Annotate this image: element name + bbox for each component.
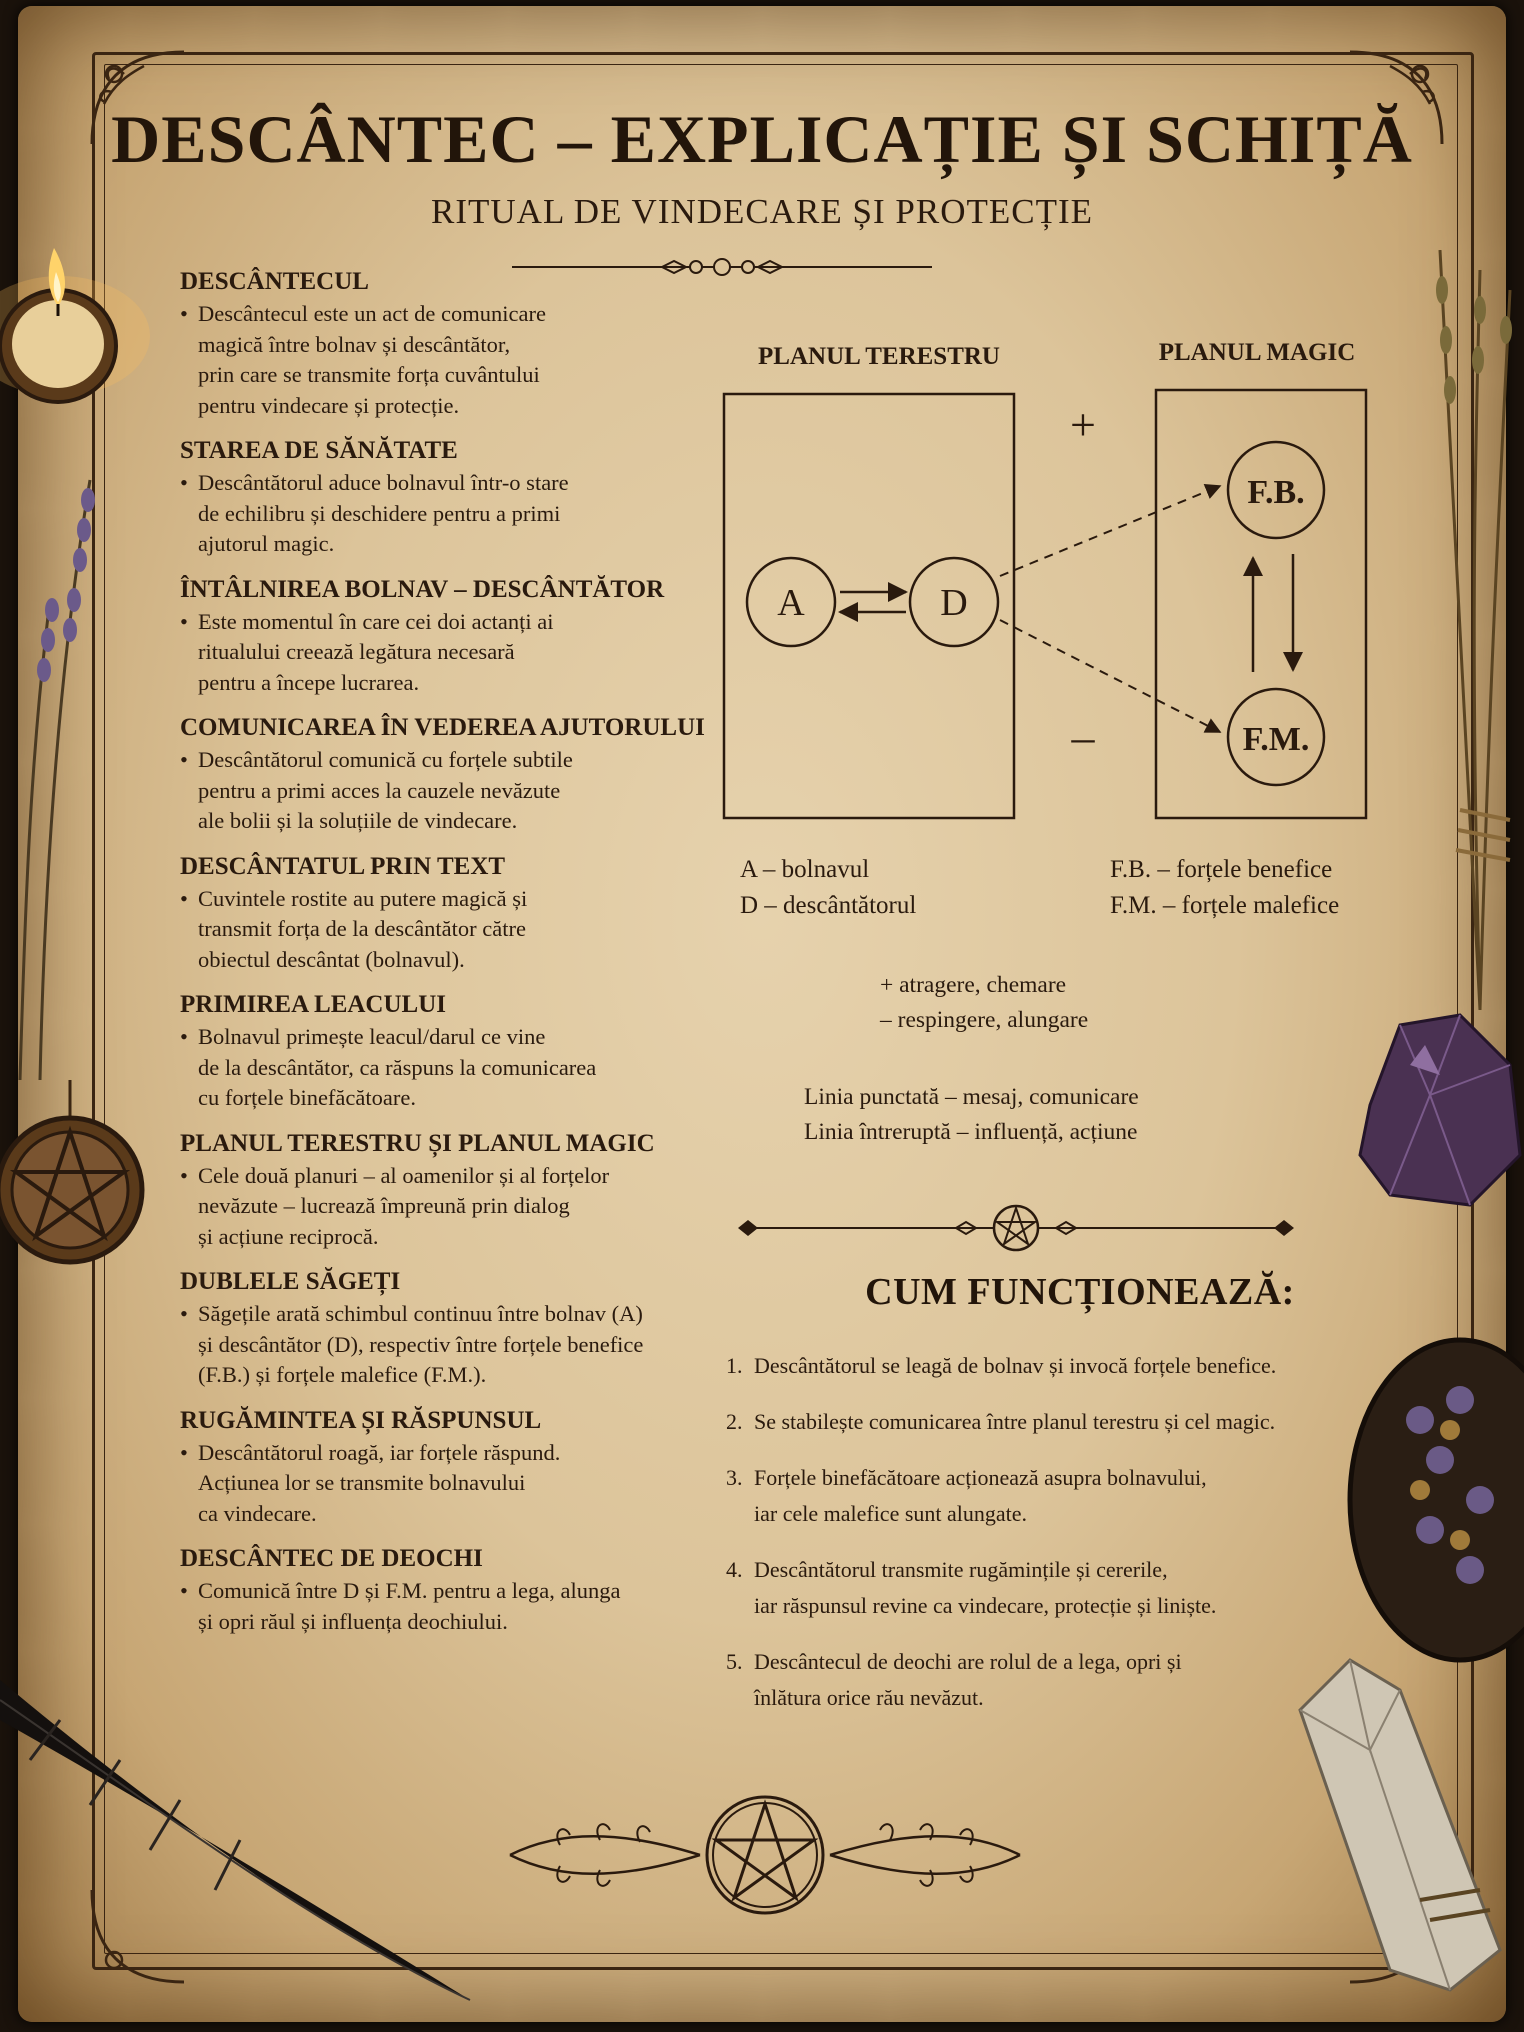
dashed-arrow-d-to-fm: [1000, 620, 1220, 732]
section-text: [180, 1161, 718, 1253]
section-descantec-de-deochi: [180, 1545, 720, 1637]
legend-d: D – descântătorul: [740, 892, 917, 919]
section-text: [180, 1576, 718, 1637]
node-a-label: A: [777, 582, 805, 624]
minus-sign: –: [1071, 711, 1095, 762]
section-rugamintea: [180, 1407, 720, 1530]
text-line: • Descântătorul aduce bolnavul într-o stare: [198, 470, 569, 495]
text-line: Descântătorul se leagă de bolnav și invocă forțele benefice.: [754, 1353, 1277, 1378]
list-item: [726, 1348, 1366, 1384]
text-line: prin care se transmite forța cuvântului: [198, 362, 540, 387]
step-number: 4.: [726, 1557, 743, 1582]
crystal-icon: [1270, 1650, 1524, 2000]
text-line: și opri răul și influența deochiului.: [198, 1608, 508, 1634]
step-number: 3.: [726, 1465, 743, 1490]
section-text: [180, 745, 718, 837]
text-line: ale bolii și la soluțiile de vindecare.: [198, 808, 518, 833]
section-text: [180, 299, 718, 421]
text-line: Acțiunea lor se transmite bolnavului: [198, 1470, 526, 1495]
pentagram-divider-ornament-icon: [736, 1202, 1296, 1254]
section-text: [180, 1299, 718, 1391]
section-comunicarea: [180, 714, 720, 837]
section-heading: DESCÂNTECUL: [180, 268, 369, 295]
explanations-column: [180, 268, 720, 1653]
list-item: [726, 1552, 1366, 1624]
text-line: • Bolnavul primește leacul/darul ce vine: [198, 1024, 546, 1049]
text-line: • Descântătorul roagă, iar forțele răspund.: [198, 1439, 561, 1465]
section-heading: DUBLELE SĂGEȚI: [180, 1268, 401, 1295]
dashed-arrow-d-to-fb: [1000, 486, 1220, 576]
legend-fm: F.M. – forțele malefice: [1110, 892, 1340, 919]
legend-minus: – respingere, alungare: [880, 1007, 1089, 1033]
page-subtitle: RITUAL DE VINDECARE ȘI PROTECȚIE: [431, 192, 1093, 231]
text-line: cu forțele binefăcătoare.: [198, 1085, 416, 1110]
legend-terrestrial: [740, 852, 916, 924]
text-line: și descântător (D), respectiv între forțele benefice: [198, 1331, 644, 1357]
herb-bowl-icon: [1330, 1300, 1524, 1700]
section-text: [180, 884, 718, 976]
node-fb-label: F.B.: [1247, 474, 1305, 511]
how-it-works-title: CUM FUNCȚIONEAZĂ:: [865, 1271, 1295, 1313]
ritual-diagram: [700, 330, 1400, 840]
section-text: [180, 1022, 718, 1114]
section-heading: PRIMIREA LEACULUI: [180, 991, 447, 1018]
legend-magic: [1110, 852, 1339, 924]
text-line: de la descântător, ca răspuns la comunicarea: [198, 1054, 597, 1080]
text-line: • Descântecul este un act de comunicare: [198, 301, 546, 326]
text-line: ca vindecare.: [198, 1500, 317, 1526]
herb-bundle-icon: [1380, 250, 1524, 1010]
legend-signs: [880, 968, 1088, 1038]
pentagram-amulet-icon: [0, 1080, 150, 1300]
amethyst-icon: [1350, 1005, 1524, 1215]
text-line: Descântecul de deochi are rolul de a lega, opri și: [754, 1649, 1182, 1674]
terrestrial-plane-label: PLANUL TERESTRU: [758, 343, 1000, 370]
terrestrial-plane-box: [724, 394, 1014, 818]
text-line: magică între bolnav și descântător,: [198, 331, 511, 357]
section-planuri: [180, 1130, 720, 1253]
text-line: iar cele malefice sunt alungate.: [754, 1501, 1028, 1526]
text-line: iar răspunsul revine ca vindecare, protecție și liniște.: [754, 1593, 1217, 1618]
text-line: ritualului creează legătura necesară: [198, 639, 515, 664]
feather-icon: [0, 1660, 500, 2032]
section-heading: COMUNICAREA ÎN VEDEREA AJUTORULUI: [180, 714, 705, 741]
node-fm-label: F.M.: [1242, 721, 1310, 758]
section-heading: ÎNTÂLNIREA BOLNAV – DESCÂNTĂTOR: [180, 575, 665, 603]
text-line: • Cele două planuri – al oamenilor și al forțelor: [198, 1162, 610, 1188]
text-line: Descântătorul transmite rugămințile și cererile,: [754, 1557, 1168, 1582]
text-line: (F.B.) și forțele malefice (F.M.).: [198, 1362, 487, 1387]
text-line: • Comunică între D și F.M. pentru a lega, alunga: [198, 1578, 621, 1603]
legend-dotted: Linia punctată – mesaj, comunicare: [804, 1084, 1139, 1110]
step-number: 2.: [726, 1409, 743, 1434]
node-d-label: D: [940, 582, 968, 624]
text-line: • Este momentul în care cei doi actanți ai: [198, 608, 554, 634]
section-dublele-sageti: [180, 1268, 720, 1391]
plus-sign: +: [1070, 399, 1096, 450]
text-line: Forțele binefăcătoare acționează asupra bolnavului,: [754, 1465, 1207, 1490]
list-item: [726, 1460, 1366, 1532]
text-line: • Descântătorul comunică cu forțele subtile: [198, 747, 573, 772]
text-line: • Cuvintele rostite au putere magică și: [198, 885, 528, 911]
section-descantecul: [180, 268, 720, 421]
list-item: [726, 1404, 1366, 1440]
text-line: pentru vindecare și protecție.: [198, 392, 460, 418]
bottom-pentagram-ornament-icon: [500, 1790, 1030, 1920]
legend-dashed: Linia întreruptă – influență, acțiune: [804, 1119, 1138, 1145]
text-line: pentru a primi acces la cauzele nevăzute: [198, 777, 561, 803]
section-primirea-leacului: [180, 991, 720, 1114]
page-title: DESCÂNTEC – EXPLICAȚIE ȘI SCHIȚĂ: [111, 101, 1413, 177]
text-line: ajutorul magic.: [198, 531, 335, 556]
section-text: [180, 607, 718, 699]
text-line: nevăzute – lucrează împreună prin dialog: [198, 1193, 570, 1218]
text-line: de echilibru și deschidere pentru a primi: [198, 500, 561, 526]
text-line: Se stabilește comunicarea între planul terestru și cel magic.: [754, 1409, 1276, 1434]
text-line: înlătura orice rău nevăzut.: [754, 1685, 984, 1710]
candle-icon: [0, 196, 160, 416]
section-heading: PLANUL TERESTRU ȘI PLANUL MAGIC: [180, 1129, 655, 1157]
legend-plus: + atragere, chemare: [880, 972, 1067, 998]
text-line: obiectul descântat (bolnavul).: [198, 946, 465, 972]
legend-lines: [804, 1080, 1139, 1150]
section-heading: DESCÂNTATUL PRIN TEXT: [180, 852, 506, 880]
section-descantatul-prin-text: [180, 853, 720, 976]
step-number: 5.: [726, 1649, 743, 1674]
legend-fb: F.B. – forțele benefice: [1110, 856, 1333, 883]
legend-a: A – bolnavul: [740, 856, 870, 883]
magic-plane-label: PLANUL MAGIC: [1158, 339, 1356, 366]
lavender-icon: [0, 460, 120, 1080]
text-line: • Săgețile arată schimbul continuu între bolnav (A): [198, 1301, 643, 1326]
section-heading: STAREA DE SĂNĂTATE: [180, 437, 458, 464]
section-heading: RUGĂMINTEA ȘI RĂSPUNSUL: [180, 1406, 542, 1434]
section-intalnirea: [180, 576, 720, 699]
section-text: [180, 468, 718, 560]
section-heading: DESCÂNTEC DE DEOCHI: [180, 1545, 483, 1572]
section-starea-de-sanatate: [180, 437, 720, 560]
text-line: și acțiune reciprocă.: [198, 1223, 379, 1249]
text-line: transmit forța de la descântător către: [198, 916, 526, 941]
text-line: pentru a începe lucrarea.: [198, 669, 420, 695]
step-number: 1.: [726, 1353, 743, 1378]
section-text: [180, 1438, 718, 1530]
